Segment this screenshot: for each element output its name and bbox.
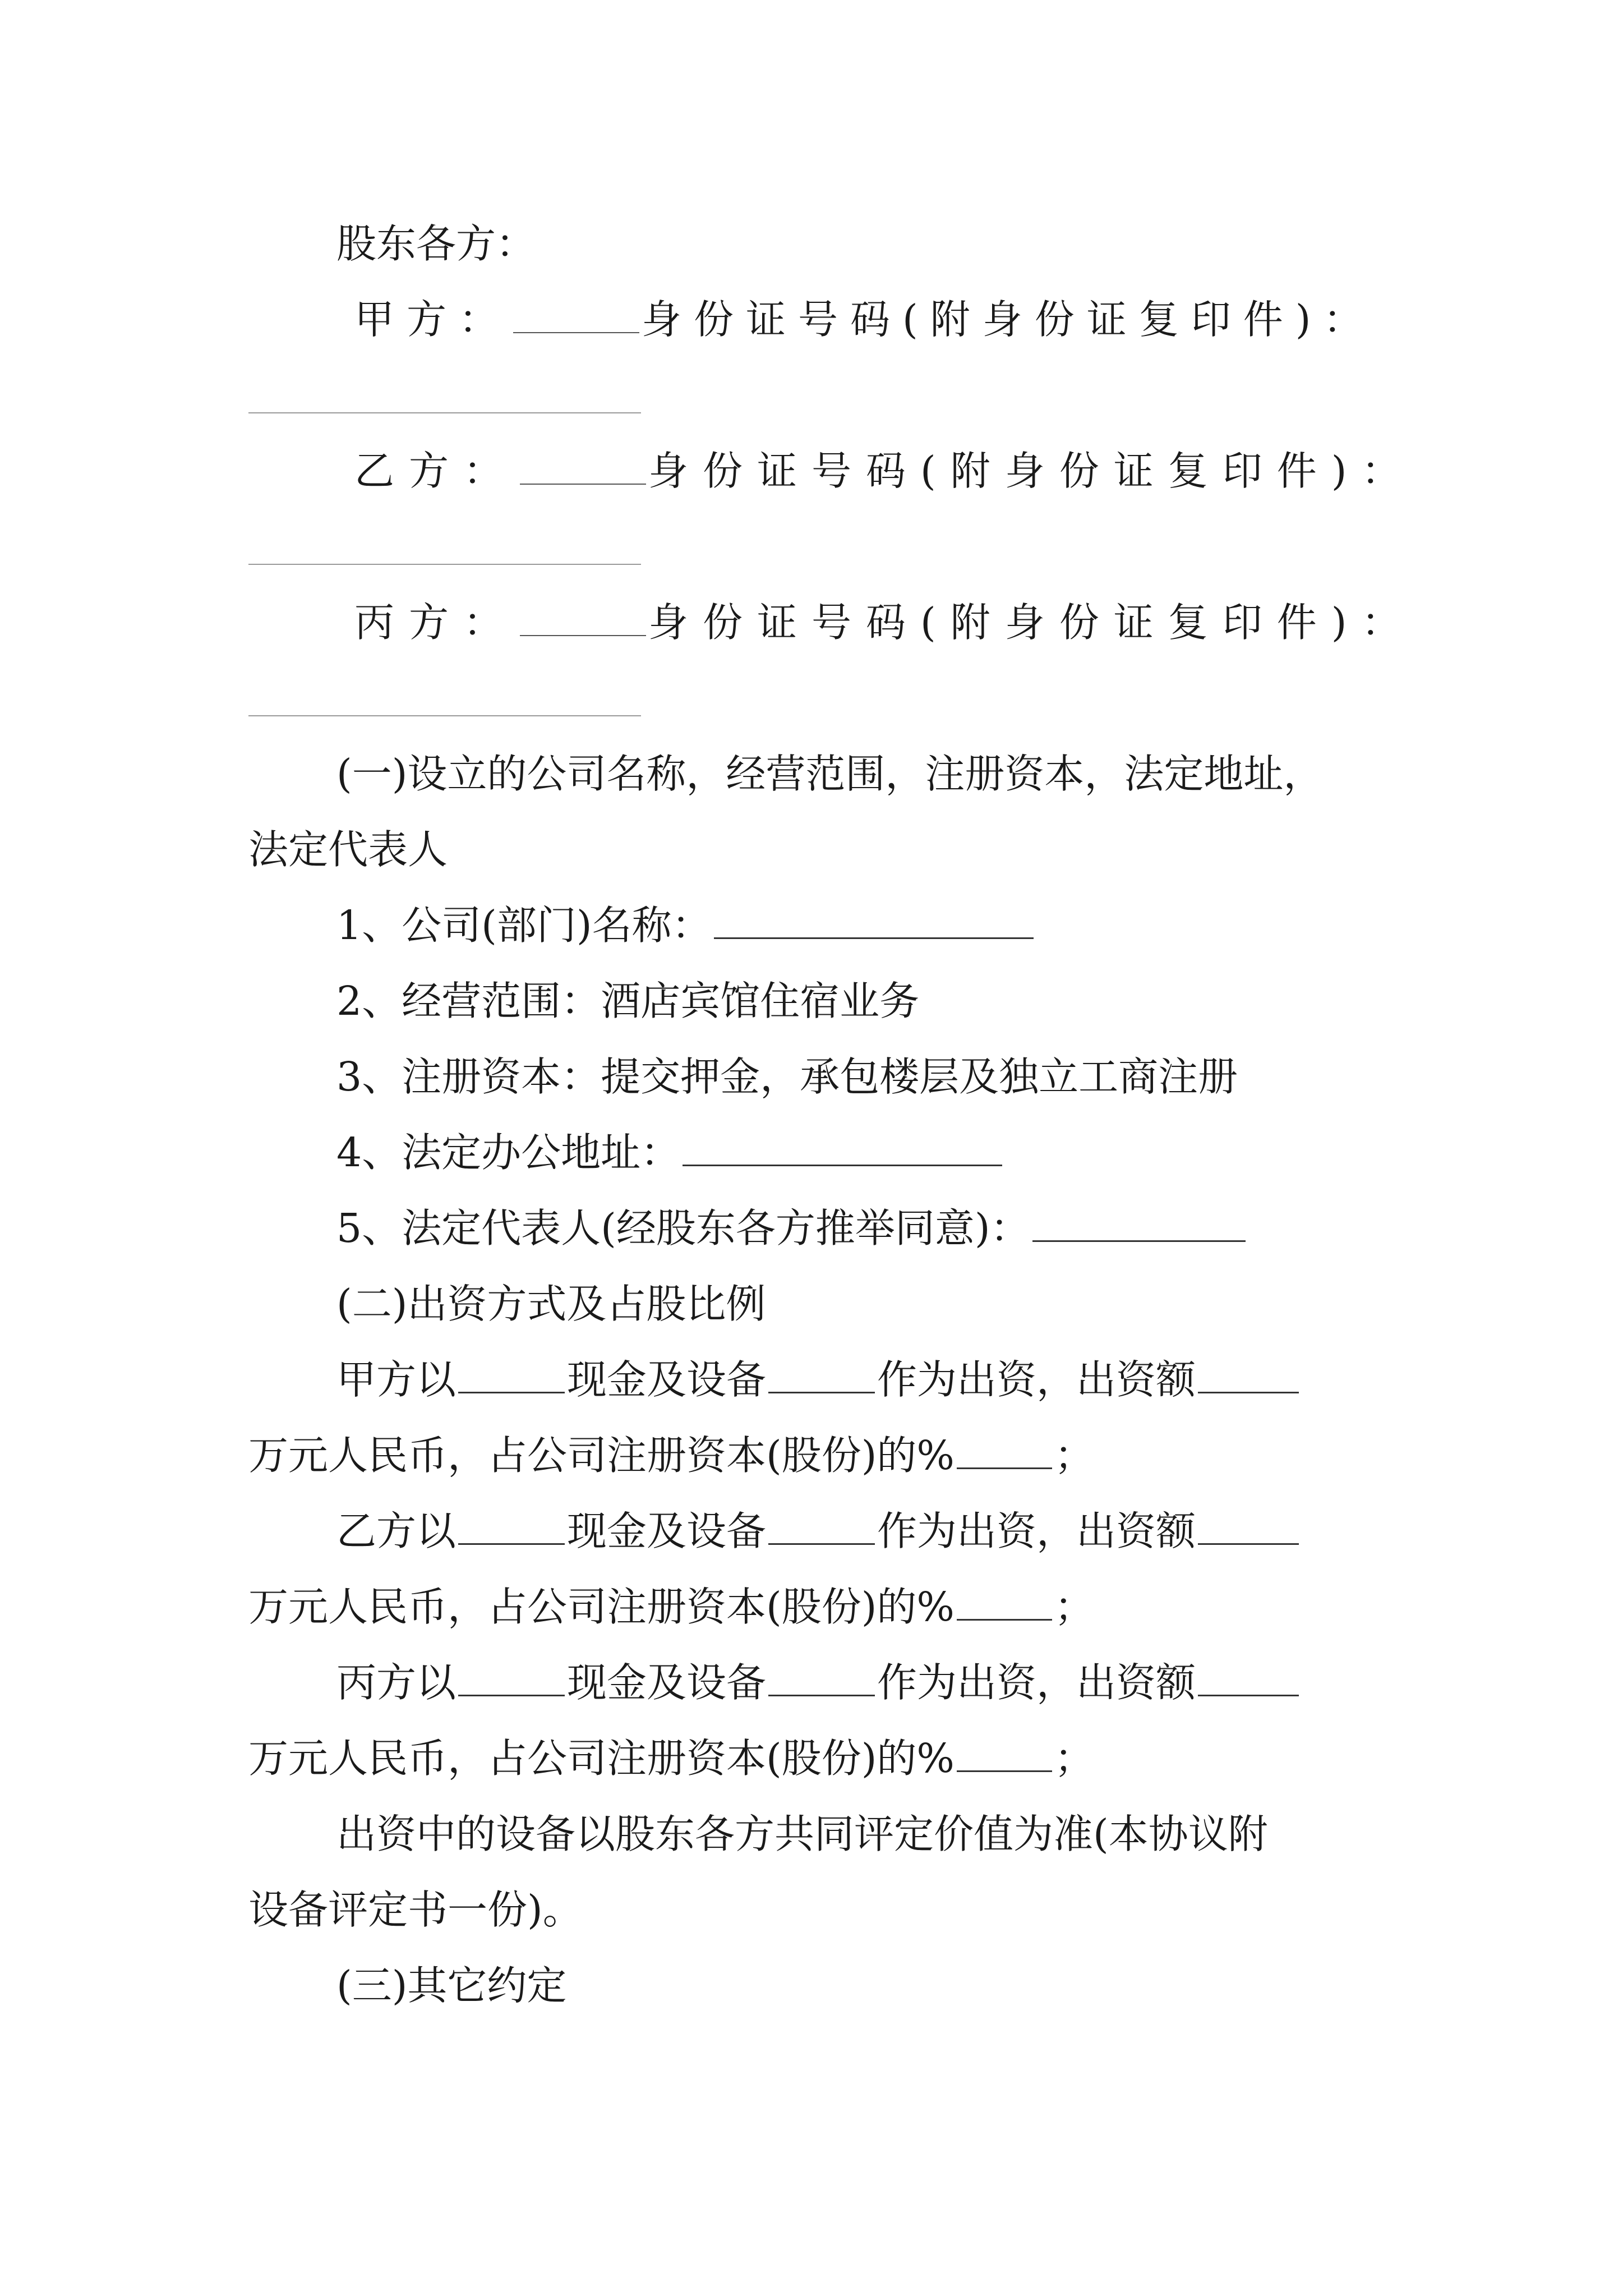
party-a-line	[354, 292, 1375, 348]
company-name-item	[336, 898, 1036, 954]
party-b-amount-blank	[1198, 1508, 1299, 1545]
party-a-contrib-blank	[458, 1357, 565, 1393]
party-b-id-blank	[248, 564, 641, 565]
legal-rep-item	[336, 1200, 1248, 1257]
party-c-id-blank	[248, 715, 641, 716]
party-a-investment-text: 作为出资，出资额	[877, 1356, 1196, 1403]
party-c-share-text: 万元人民币，占公司注册资本(股份)的%	[248, 1735, 955, 1782]
party-a-contribution-line1	[336, 1352, 1301, 1408]
office-address-item	[336, 1125, 1004, 1181]
party-c-id-text: 身份证号码(附身份证复印件)	[648, 599, 1362, 646]
legal-rep-blank	[1032, 1205, 1246, 1242]
party-a-name-blank	[513, 297, 639, 333]
party-b-cash-equipment: 现金及设备	[567, 1508, 767, 1554]
party-a-contrib-label: 甲方以	[336, 1356, 457, 1403]
legal-rep-label: 5、法定代表人(经股东各方推举同意)：	[336, 1205, 1030, 1251]
party-a-amount-blank	[1198, 1357, 1299, 1393]
party-b-share-text: 万元人民币，占公司注册资本(股份)的%	[248, 1584, 955, 1630]
company-name-blank	[714, 903, 1034, 939]
party-a-share-blank	[957, 1433, 1052, 1469]
party-b-contrib-label: 乙方以	[336, 1508, 457, 1554]
party-c-cash-equipment: 现金及设备	[567, 1659, 767, 1706]
party-c-contrib-label: 丙方以	[336, 1659, 457, 1706]
party-a-share-text: 万元人民币，占公司注册资本(股份)的%	[248, 1432, 955, 1479]
party-c-contribution-line1	[336, 1655, 1301, 1711]
business-scope-item: 2、经营范围：酒店宾馆住宿业务	[336, 978, 920, 1024]
office-address-blank	[683, 1130, 1002, 1166]
registered-capital-item: 3、注册资本：提交押金，承包楼层及独立工商注册	[336, 1053, 1238, 1100]
party-a-equipment-blank	[768, 1357, 875, 1393]
office-address-label: 4、法定办公地址：	[336, 1129, 681, 1176]
party-b-contrib-blank	[458, 1508, 565, 1545]
party-c-contrib-blank	[458, 1660, 565, 1696]
party-b-name-blank	[520, 449, 646, 485]
party-a-label: 甲方：	[354, 296, 511, 343]
party-c-semicolon: ；	[1054, 1735, 1094, 1782]
shareholders-title: 股东各方：	[336, 220, 536, 267]
party-b-label: 乙方：	[354, 448, 518, 494]
party-c-amount-blank	[1198, 1660, 1299, 1696]
party-c-line	[354, 595, 1415, 651]
section1-heading-line2: 法定代表人	[248, 826, 448, 873]
section3-heading: (三)其它约定	[336, 1962, 567, 2009]
party-b-investment-text: 作为出资，出资额	[877, 1508, 1196, 1554]
party-a-cash-equipment: 现金及设备	[567, 1356, 767, 1403]
party-b-equipment-blank	[768, 1508, 875, 1545]
party-b-colon: ：	[1361, 448, 1416, 494]
party-c-label: 丙方：	[354, 599, 518, 646]
section2-heading: (二)出资方式及占股比例	[336, 1281, 766, 1327]
party-b-id-text: 身份证号码(附身份证复印件)	[648, 448, 1362, 494]
party-a-id-blank	[248, 412, 641, 413]
party-b-contribution-line2	[248, 1579, 1094, 1635]
party-c-share-blank	[957, 1736, 1052, 1772]
company-name-label: 1、公司(部门)名称：	[336, 902, 712, 949]
party-b-contribution-line1	[336, 1503, 1301, 1559]
party-c-investment-text: 作为出资，出资额	[877, 1659, 1196, 1706]
party-c-name-blank	[520, 600, 646, 636]
party-c-colon: ：	[1361, 599, 1416, 646]
section1-heading-line1: (一)设立的公司名称，经营范围，注册资本，法定地址，	[336, 751, 1324, 797]
party-a-id-text: 身份证号码(附身份证复印件)：	[642, 296, 1376, 343]
party-a-contribution-line2	[248, 1428, 1094, 1484]
party-b-line	[354, 443, 1415, 499]
party-b-share-blank	[957, 1584, 1052, 1621]
party-a-semicolon: ；	[1054, 1432, 1094, 1479]
party-b-semicolon: ；	[1054, 1584, 1094, 1630]
equipment-note-line1: 出资中的设备以股东各方共同评定价值为准(本协议附	[336, 1811, 1268, 1857]
party-c-equipment-blank	[768, 1660, 875, 1696]
party-c-contribution-line2	[248, 1731, 1094, 1787]
equipment-note-line2: 设备评定书一份)。	[248, 1887, 583, 1933]
